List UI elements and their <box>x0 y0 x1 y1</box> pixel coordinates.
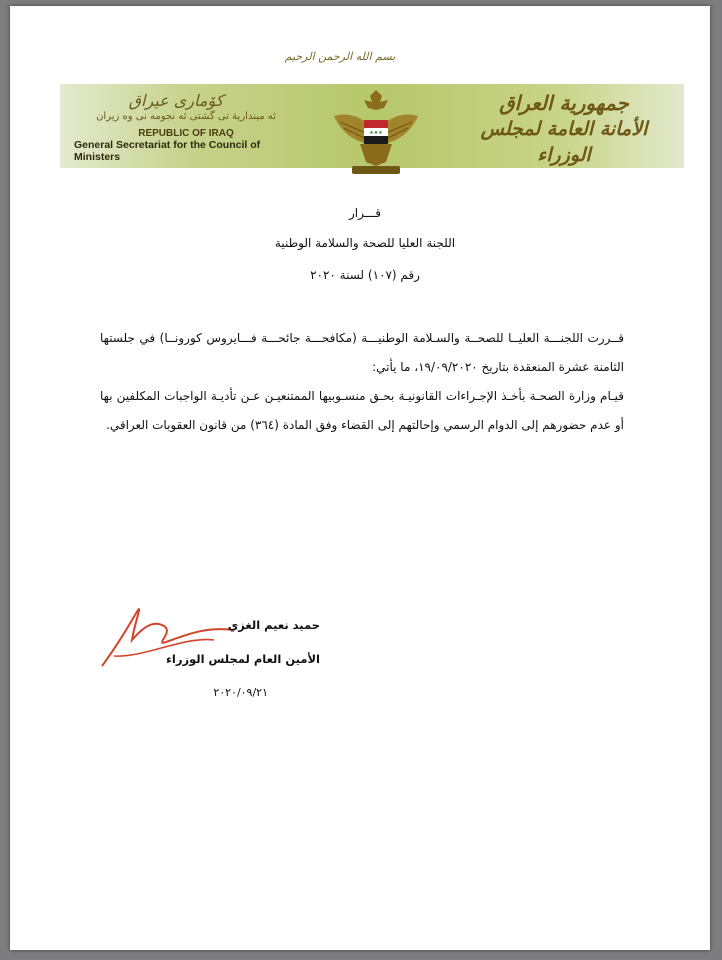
bismillah: بسم الله الرحمن الرحيم <box>284 50 396 63</box>
english-country: REPUBLIC OF IRAQ <box>138 128 234 139</box>
kurdish-title: كۆمارى عيراق <box>128 91 224 110</box>
signatory-title: الأمين العام لمجلس الوزراء <box>166 652 320 666</box>
signatory-name: حميد نعيم الغزي <box>227 618 320 632</box>
signature-date: ٢٠٢٠/٠٩/٢١ <box>213 686 268 699</box>
document-page <box>10 6 710 950</box>
committee-name: اللجنة العليا للصحة والسلامة الوطنية <box>274 236 456 250</box>
arabic-office: الأمانة العامة لمجلس الوزراء <box>480 118 648 166</box>
decision-title: قـــرار <box>348 206 382 220</box>
arabic-country: جمهورية العراق <box>499 91 629 115</box>
iraq-eagle-emblem-icon <box>330 86 422 180</box>
paragraph-decision: قيـام وزارة الصحـة بأخـذ الإجـراءات القانونيـة بحـق منسـوبيها الممتنعيـن عـن تأديـة الواجبات المكلفين بها أو عدم حضورهم إلى الدوام الرسمي وإحالتهم إلى القضاء وفق المادة (٣٦٤) من قانون العقوبات العراقي. <box>100 389 624 432</box>
decision-number: رقم (١٠٧) لسنة ٢٠٢٠ <box>310 268 420 282</box>
letterhead-right <box>454 90 674 168</box>
letterhead-left <box>66 92 306 163</box>
kurdish-subtitle: ئه ميندارية تى گشتى ئه نجومه نى وه زيران <box>96 111 276 122</box>
svg-text:★★★: ★★★ <box>369 130 383 136</box>
english-office: General Secretariat for the Council of Ministers <box>74 139 261 163</box>
letterhead-banner <box>60 84 684 168</box>
paragraph-intro: قــررت اللجنـــة العليــا للصحــة والسـلامة الوطنيـــة (مكافحـــة جائحـــة فـــايروس كورونــا) في جلستها الثامنة عشرة المنعقدة بتاريخ ١٩/٠٩/٢٠٢٠، ما يأتي: <box>100 331 624 374</box>
